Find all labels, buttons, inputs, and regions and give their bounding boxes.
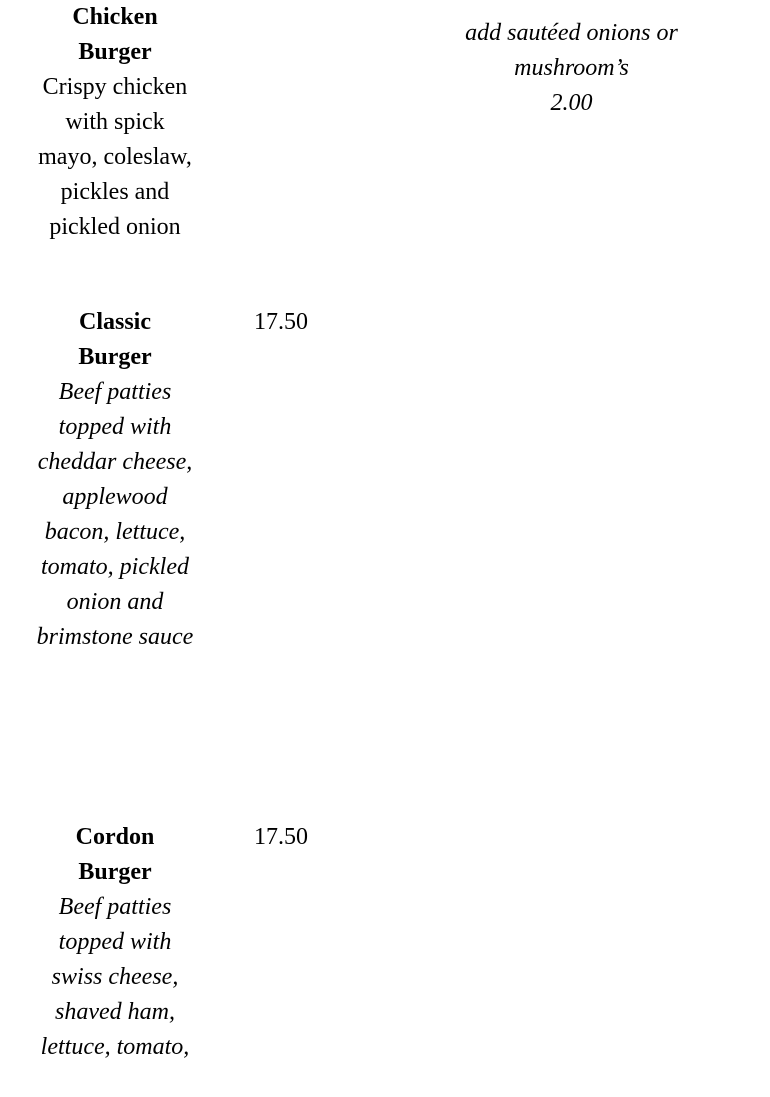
- addon-price: 2.00: [550, 90, 593, 116]
- item-name-line2: Burger: [78, 39, 152, 65]
- menu-item-chicken-burger: [36, 0, 194, 245]
- item-name-line2: Burger: [78, 859, 152, 885]
- item-name: [36, 305, 194, 375]
- item-name-line1: Classic: [79, 309, 151, 335]
- addon-line2: mushroom’s: [514, 55, 629, 81]
- item-name-line2: Burger: [78, 344, 152, 370]
- item-description: Crispy chicken with spick mayo, coleslaw, pickles and pickled onion: [38, 74, 192, 240]
- item-price: 17.50: [254, 824, 308, 850]
- item-name: [36, 0, 194, 70]
- item-description: Beef patties topped with cheddar cheese, applewood bacon, lettuce, tomato, pickled onion and brimstone sauce: [36, 379, 194, 650]
- addon-note: [430, 16, 713, 121]
- addon-line1: add sautéed onions or: [465, 20, 678, 46]
- menu-item-cordon-burger: [36, 820, 194, 1065]
- item-name-line1: Chicken: [72, 4, 158, 30]
- item-price: 17.50: [254, 309, 308, 335]
- item-name-line1: Cordon: [75, 824, 155, 850]
- menu-item-classic-burger: [36, 305, 194, 655]
- item-name: [36, 820, 194, 890]
- item-description: Beef patties topped with swiss cheese, shaved ham, lettuce, tomato,: [40, 894, 190, 1060]
